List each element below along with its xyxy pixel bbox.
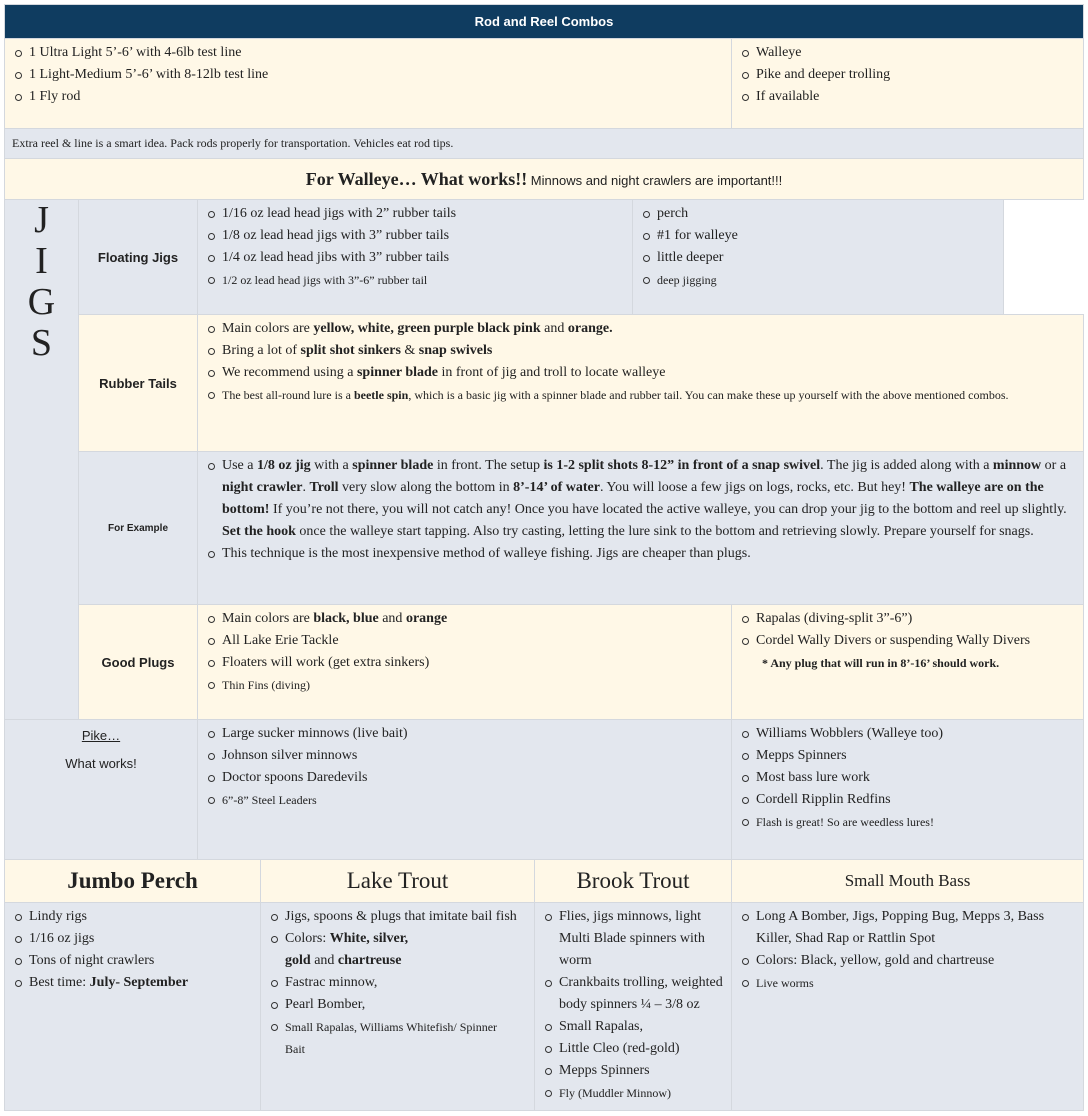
jigs-vertical-label xyxy=(5,200,79,720)
good-plugs-notes-cell xyxy=(732,605,1084,720)
rubber-tails-label: Rubber Tails xyxy=(79,315,198,452)
pike-notes xyxy=(732,723,1083,833)
list-item: Mepps Spinners xyxy=(535,1060,725,1082)
list-item: This technique is the most inexpensive method of walleye fishing. Jigs are cheaper than plugs. xyxy=(198,543,1079,565)
pike-list-cell xyxy=(198,720,732,860)
for-example-label: For Example xyxy=(79,452,198,605)
list-item: Bring a lot of split shot sinkers & snap swivels xyxy=(198,340,1053,362)
small-mouth-bass-list xyxy=(732,906,1077,994)
list-item: 1 Light-Medium 5’-6’ with 8-12lb test line xyxy=(5,64,731,86)
for-example-cell xyxy=(198,452,1084,605)
list-item: Colors: Black, yellow, gold and chartreuse xyxy=(732,950,1077,972)
extra-note: Extra reel & line is a smart idea. Pack rods properly for transportation. Vehicles eat rod tips. xyxy=(5,129,1084,159)
pike-heading: Pike… xyxy=(81,728,121,743)
list-item: The best all-round lure is a beetle spin, which is a basic jig with a spinner blade and rubber tail. You can make these up yourself with the above mentioned combos. xyxy=(198,384,1053,406)
good-plugs-note: * Any plug that will run in 8’-16’ should work. xyxy=(762,656,1000,670)
small-mouth-bass-cell xyxy=(732,903,1084,1111)
list-item: Thin Fins (diving) xyxy=(198,674,731,696)
list-item: Flies, jigs minnows, light Multi Blade spinners with worm xyxy=(535,906,725,972)
brook-trout-list xyxy=(535,906,725,1104)
list-item: Williams Wobblers (Walleye too) xyxy=(732,723,1083,745)
brook-trout-title: Brook Trout xyxy=(535,860,732,903)
lake-trout-list xyxy=(261,906,528,1060)
rubber-tails-list xyxy=(198,318,1053,406)
list-item: If available xyxy=(732,86,1083,108)
floating-jigs-notes-cell xyxy=(633,200,1004,315)
list-item: 1/16 oz lead head jigs with 2” rubber tails xyxy=(198,203,632,225)
list-item: Pike and deeper trolling xyxy=(732,64,1083,86)
small-mouth-bass-title: Small Mouth Bass xyxy=(732,860,1084,903)
jigs-letter: I xyxy=(35,240,48,282)
pike-list xyxy=(198,723,731,811)
walleye-heading: For Walleye… What works!! xyxy=(305,168,528,189)
list-item: Use a 1/8 oz jig with a spinner blade in front. The setup is 1-2 split shots 8-12” in front of a snap swivel. The jig is added along with a minnow or a night crawler. Troll very slow along the bottom in 8’-14’ of water. You will loose a few jigs on logs, rocks, etc. But hey! The walleye are on the bottom! If you’re not there, you will not catch any! Once you have located the active walleye, you can drop your jig to the bottom and reel up slightly. Set the hook once the walleye start tapping. Also try casting, letting the lure sink to the bottom and retrieving slowly. Prepare yourself for snags. xyxy=(198,455,1079,543)
lake-trout-title: Lake Trout xyxy=(261,860,535,903)
list-item: Rapalas (diving-split 3”-6”) xyxy=(732,608,1083,630)
list-item: 1/8 oz lead head jigs with 3” rubber tails xyxy=(198,225,632,247)
list-item: Jigs, spoons & plugs that imitate bail fish xyxy=(261,906,528,928)
list-item: 1 Ultra Light 5’-6’ with 4-6lb test line xyxy=(5,42,731,64)
list-item: Main colors are yellow, white, green purple black pink and orange. xyxy=(198,318,1053,340)
jigs-letter: J xyxy=(34,199,49,241)
list-item: Walleye xyxy=(732,42,1083,64)
combos-notes xyxy=(732,42,1083,108)
list-item: 1/4 oz lead head jibs with 3” rubber tails xyxy=(198,247,632,269)
good-plugs-list xyxy=(198,608,731,696)
jigs-letter: G xyxy=(27,281,56,323)
list-item: Flash is great! So are weedless lures! xyxy=(732,811,1083,833)
list-item: Lindy rigs xyxy=(5,906,260,928)
list-item: Small Rapalas, Williams Whitefish/ Spinner Bait xyxy=(261,1016,528,1060)
good-plugs-notes xyxy=(732,608,1083,652)
list-item: Long A Bomber, Jigs, Popping Bug, Mepps 3, Bass Killer, Shad Rap or Rattlin Spot xyxy=(732,906,1077,950)
walleye-heading-cell xyxy=(5,159,1084,200)
list-item: Cordel Wally Divers or suspending Wally Divers xyxy=(732,630,1083,652)
rubber-tails-cell xyxy=(198,315,1084,452)
list-item: #1 for walleye xyxy=(633,225,1003,247)
list-item: Small Rapalas, xyxy=(535,1016,725,1038)
combos-list-cell xyxy=(5,39,732,129)
list-item: All Lake Erie Tackle xyxy=(198,630,731,652)
list-item: Best time: July- September xyxy=(5,972,260,994)
list-item: 1/2 oz lead head jigs with 3”-6” rubber tail xyxy=(198,269,632,291)
pike-subheading: What works! xyxy=(65,756,137,771)
list-item: Doctor spoons Daredevils xyxy=(198,767,731,789)
floating-jigs-label: Floating Jigs xyxy=(79,200,198,315)
list-item: Johnson silver minnows xyxy=(198,745,731,767)
list-item: 1 Fly rod xyxy=(5,86,731,108)
list-item: 1/16 oz jigs xyxy=(5,928,260,950)
list-item: We recommend using a spinner blade in front of jig and troll to locate walleye xyxy=(198,362,1053,384)
walleye-subheading: Minnows and night crawlers are important!!! xyxy=(530,172,783,188)
floating-jigs-notes xyxy=(633,203,1003,291)
jumbo-perch-title: Jumbo Perch xyxy=(5,860,261,903)
list-item: Colors: White, silver, gold and chartreuse xyxy=(261,928,528,972)
floating-jigs-cell xyxy=(198,200,633,315)
jumbo-perch-list xyxy=(5,906,260,994)
list-item: Live worms xyxy=(732,972,1077,994)
lake-trout-cell xyxy=(261,903,535,1111)
good-plugs-cell xyxy=(198,605,732,720)
list-item: perch xyxy=(633,203,1003,225)
fishing-guide-table xyxy=(4,4,1084,1111)
list-item: Tons of night crawlers xyxy=(5,950,260,972)
list-item: Mepps Spinners xyxy=(732,745,1083,767)
good-plugs-label: Good Plugs xyxy=(79,605,198,720)
jumbo-perch-cell xyxy=(5,903,261,1111)
list-item: little deeper xyxy=(633,247,1003,269)
combos-list xyxy=(5,42,731,108)
list-item: Most bass lure work xyxy=(732,767,1083,789)
list-item: Cordell Ripplin Redfins xyxy=(732,789,1083,811)
pike-notes-cell xyxy=(732,720,1084,860)
list-item: 6”-8” Steel Leaders xyxy=(198,789,731,811)
list-item: Main colors are black, blue and orange xyxy=(198,608,731,630)
jigs-letter: S xyxy=(30,322,53,364)
list-item: Pearl Bomber, xyxy=(261,994,528,1016)
for-example-list xyxy=(198,455,1079,565)
list-item: Floaters will work (get extra sinkers) xyxy=(198,652,731,674)
table-title: Rod and Reel Combos xyxy=(5,5,1084,39)
pike-label-cell xyxy=(5,720,198,860)
floating-jigs-list xyxy=(198,203,632,291)
list-item: deep jigging xyxy=(633,269,1003,291)
list-item: Fastrac minnow, xyxy=(261,972,528,994)
list-item: Crankbaits trolling, weighted body spinners ¼ – 3/8 oz xyxy=(535,972,725,1016)
combos-notes-cell xyxy=(732,39,1084,129)
list-item: Fly (Muddler Minnow) xyxy=(535,1082,725,1104)
list-item: Large sucker minnows (live bait) xyxy=(198,723,731,745)
list-item: Little Cleo (red-gold) xyxy=(535,1038,725,1060)
brook-trout-cell xyxy=(535,903,732,1111)
